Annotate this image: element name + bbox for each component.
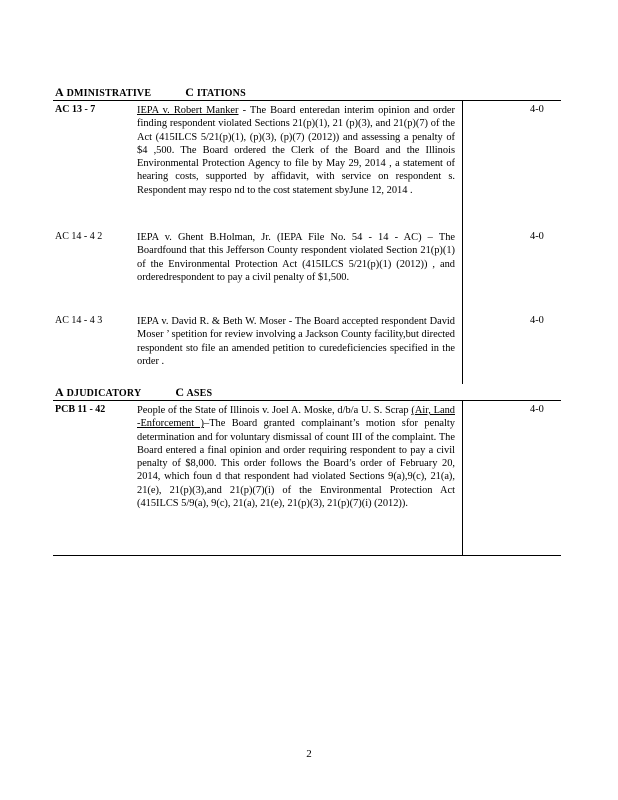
section-heading-administrative-citations: A DMINISTRATIVE C ITATIONS	[55, 85, 246, 99]
case-summary: People of the State of Illinois v. Joel A. Moske, d/b/a U. S. Scrap (Air, Land -Enforcement )–The Board granted complainant’s motion sfor penalty determination and for voluntary dismissal of count III of the complaint. The Board entered a final opinion and order requiring respondent to pay a civil penalty of $8,000. This order follows the Board’s order of February 20, 2014, which foun d that respondent had violated Sections 9(a),9(c), 21(a), 21(e), 21(p)(3),and 21(p)(7)(i) of the Environmental Protection Act (415ILCS 5/9(a), 9(c), 21(a), 21(e), 21(p)(3), 21(p)(7)(i) (2012)).	[137, 405, 455, 510]
vote-count: 4-0	[530, 404, 544, 415]
vote-count: 4-0	[530, 315, 544, 326]
vote-count: 4-0	[530, 104, 544, 115]
case-summary: IEPA v. Ghent B.Holman, Jr. (IEPA File No. 54 - 14 - AC) – The Boardfound that this Jefferson County respondent violated Section 21(p)(1) of the Environmental Protection Act (415ILCS 5/21(p)(1) (2012)) , and orderedrespondent to pay a civil penalty of $1,500.	[137, 232, 455, 283]
vote-count: 4-0	[530, 231, 544, 242]
case-number: AC 14 - 4 3	[55, 315, 103, 326]
column-divider	[462, 101, 463, 384]
section-heading-adjudicatory-cases: A DJUDICATORY C ASES	[55, 385, 213, 399]
case-number: AC 14 - 4 2	[55, 231, 103, 242]
case-summary: IEPA v. David R. & Beth W. Moser - The Board accepted respondent David Moser ’ spetition for review involving a Jackson County facility,but directed respondent sto file an amended petition to curedeficiencies specified in the order .	[137, 316, 455, 367]
column-divider	[462, 401, 463, 555]
case-summary: IEPA v. Robert Manker - The Board enteredan interim opinion and order finding respondent violated Sections 21(p)(1), 21 (p)(3), and 21(p)(7) of the Act (415ILCS 5/21(p)(1), (p)(3), (p)(7) (2012)) and assessing a penalty of $4 ,500. The Board ordered the Clerk of the Board and the Illinois Environmental Protection Agency to file by May 29, 2014 , a statement of hearing costs, supported by affidavit, with service on respondent s. Respondent may respo nd to the cost statement sbyJune 12, 2014 .	[137, 105, 455, 196]
case-number: AC 13 - 7	[55, 104, 96, 115]
section-rule	[53, 400, 561, 401]
bottom-rule	[53, 555, 561, 556]
case-party: IEPA v. Robert Manker	[137, 105, 239, 116]
case-number: PCB 11 - 42	[55, 404, 106, 415]
case-party: People of the State of Illinois v. Joel A. Moske, d/b/a U. S. Scrap	[137, 405, 409, 416]
case-type: (Air, Land -Enforcement )	[137, 405, 455, 430]
section-rule	[53, 100, 561, 101]
page-number: 2	[306, 748, 312, 760]
